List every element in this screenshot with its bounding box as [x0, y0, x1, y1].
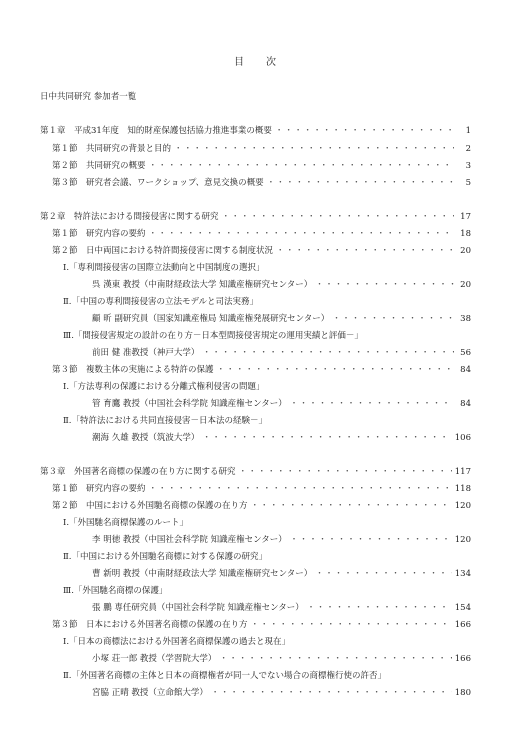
toc-author[interactable]: 潮海 久雄 教授（筑波大学） ・・・・・・・・・・・・・・・・・・・・・・・・・・・・・・・・・・・・・・・・・・・・・・・・・・・・・・・・・・・・・・・・・・・・・・・・・ 106 — [92, 431, 471, 443]
toc-author[interactable]: 張 鵬 専任研究員（中国社会科学院 知識産権センター） ・・・・・・・・・・・・・・・・・・・・・・・・・・・・・・・・・・・・・・・・・・・・・・・・・・・・・・・・・・・・・・・・・・・・・・・・・ 154 — [92, 601, 471, 613]
toc-chapter-2[interactable]: 第２章 特許法における間接侵害に関する研究 ・・・・・・・・・・・・・・・・・・・・・・・・・・・・・・・・・・・・・・・・・・・・・・・・・・・・・・・・・・・・・・・・・・・・・・・・・ 17 — [40, 210, 471, 222]
toc-section[interactable]: 第１節 研究内容の要約 ・・・・・・・・・・・・・・・・・・・・・・・・・・・・・・・・・・・・・・・・・・・・・・・・・・・・・・・・・・・・・・・・・・・・・・・・・ 118 — [52, 482, 471, 494]
toc-section[interactable]: 第１節 共同研究の背景と目的 ・・・・・・・・・・・・・・・・・・・・・・・・・・・・・・・・・・・・・・・・・・・・・・・・・・・・・・・・・・・・・・・・・・・・・・・・・ 2 — [52, 142, 471, 154]
toc-section[interactable]: 第３節 複数主体の実施による特許の保護 ・・・・・・・・・・・・・・・・・・・・・・・・・・・・・・・・・・・・・・・・・・・・・・・・・・・・・・・・・・・・・・・・・・・・・・・・・ 84 — [52, 363, 471, 375]
toc-section[interactable]: 第３節 日本における外国著名商標の保護の在り方 ・・・・・・・・・・・・・・・・・・・・・・・・・・・・・・・・・・・・・・・・・・・・・・・・・・・・・・・・・・・・・・・・・・・・・・・・・ 166 — [52, 618, 471, 630]
page-title: 目 次 — [234, 57, 282, 68]
toc-paper-title: Ⅰ.「外国馳名商標保護のルート」 — [63, 518, 189, 528]
toc-paper-title: Ⅱ.「外国著名商標の主体と日本の商標権者が同一人でない場合の商標権行使の許否」 — [63, 671, 386, 681]
toc-author[interactable]: 顧 昕 副研究員（国家知識産権局 知識産権発展研究センター） ・・・・・・・・・・・・・・・・・・・・・・・・・・・・・・・・・・・・・・・・・・・・・・・・・・・・・・・・・・・・・・・・・・・・・・・・・ 38 — [92, 312, 471, 324]
toc-author[interactable]: 宮脇 正晴 教授（立命館大学） ・・・・・・・・・・・・・・・・・・・・・・・・・・・・・・・・・・・・・・・・・・・・・・・・・・・・・・・・・・・・・・・・・・・・・・・・・ 180 — [92, 686, 471, 698]
toc-paper-title: Ⅲ.「間接侵害規定の設計の在り方－日本型間接侵害規定の運用実績と評価－」 — [63, 331, 363, 341]
toc-author[interactable]: 小塚 荘一郎 教授（学習院大学） ・・・・・・・・・・・・・・・・・・・・・・・・・・・・・・・・・・・・・・・・・・・・・・・・・・・・・・・・・・・・・・・・・・・・・・・・・ 166 — [92, 652, 471, 664]
toc-paper-title: Ⅱ.「中国における外国馳名商標に対する保護の研究」 — [63, 552, 267, 562]
toc-chapter-3[interactable]: 第３章 外国著名商標の保護の在り方に関する研究 ・・・・・・・・・・・・・・・・・・・・・・・・・・・・・・・・・・・・・・・・・・・・・・・・・・・・・・・・・・・・・・・・・・・・・・・・・ 117 — [40, 465, 471, 477]
toc-section[interactable]: 第２節 日中両国における特許間接侵害に関する制度状況 ・・・・・・・・・・・・・・・・・・・・・・・・・・・・・・・・・・・・・・・・・・・・・・・・・・・・・・・・・・・・・・・・・・・・・・・・・ 20 — [52, 244, 471, 256]
toc-author[interactable]: 管 育鷹 教授（中国社会科学院 知識産権センター） ・・・・・・・・・・・・・・・・・・・・・・・・・・・・・・・・・・・・・・・・・・・・・・・・・・・・・・・・・・・・・・・・・・・・・・・・・ 84 — [92, 397, 471, 409]
toc-author[interactable]: 前田 健 准教授（神戸大学） ・・・・・・・・・・・・・・・・・・・・・・・・・・・・・・・・・・・・・・・・・・・・・・・・・・・・・・・・・・・・・・・・・・・・・・・・・ 56 — [92, 346, 471, 358]
toc-section[interactable]: 第１節 研究内容の要約 ・・・・・・・・・・・・・・・・・・・・・・・・・・・・・・・・・・・・・・・・・・・・・・・・・・・・・・・・・・・・・・・・・・・・・・・・・ 18 — [52, 227, 471, 239]
toc-chapter-1[interactable]: 第１章 平成31年度 知的財産保護包括協力推進事業の概要 ・・・・・・・・・・・・・・・・・・・・・・・・・・・・・・・・・・・・・・・・・・・・・・・・・・・・・・・・・・・・・・・・・・・・・・・・・ 1 — [40, 124, 471, 136]
toc-author[interactable]: 呉 漢東 教授（中南財経政法大学 知識産権研究センター） ・・・・・・・・・・・・・・・・・・・・・・・・・・・・・・・・・・・・・・・・・・・・・・・・・・・・・・・・・・・・・・・・・・・・・・・・・ 20 — [92, 278, 471, 290]
toc-paper-title: Ⅰ.「方法専利の保護における分離式権利侵害の問題」 — [63, 382, 265, 392]
toc-paper-title: Ⅲ.「外国馳名商標の保護」 — [63, 586, 168, 596]
toc-paper-title: Ⅰ.「専利間接侵害の国際立法動向と中国制度の選択」 — [63, 263, 265, 273]
toc-section[interactable]: 第３節 研究者会議、ワークショップ、意見交換の概要 ・・・・・・・・・・・・・・・・・・・・・・・・・・・・・・・・・・・・・・・・・・・・・・・・・・・・・・・・・・・・・・・・・・・・・・・・・ 5 — [52, 176, 471, 188]
toc-section[interactable]: 第２節 中国における外国馳名商標の保護の在り方 ・・・・・・・・・・・・・・・・・・・・・・・・・・・・・・・・・・・・・・・・・・・・・・・・・・・・・・・・・・・・・・・・・・・・・・・・・ 120 — [52, 499, 471, 511]
toc-section[interactable]: 第２節 共同研究の概要 ・・・・・・・・・・・・・・・・・・・・・・・・・・・・・・・・・・・・・・・・・・・・・・・・・・・・・・・・・・・・・・・・・・・・・・・・・ 3 — [52, 159, 471, 171]
toc-paper-title: Ⅱ.「中国の専利間接侵害の立法モデルと司法実務」 — [63, 297, 259, 307]
toc-author[interactable]: 李 明徳 教授（中国社会科学院 知識産権センター） ・・・・・・・・・・・・・・・・・・・・・・・・・・・・・・・・・・・・・・・・・・・・・・・・・・・・・・・・・・・・・・・・・・・・・・・・・ 120 — [92, 533, 471, 545]
toc-paper-title: Ⅱ.「特許法における共同直接侵害－日本法の経験－」 — [63, 416, 267, 426]
participants-heading: 日中共同研究 参加者一覧 — [40, 92, 137, 102]
toc-paper-title: Ⅰ.「日本の商標法における外国著名商標保護の過去と現在」 — [63, 637, 291, 647]
toc-author[interactable]: 曹 新明 教授（中南財経政法大学 知識産権研究センター） ・・・・・・・・・・・・・・・・・・・・・・・・・・・・・・・・・・・・・・・・・・・・・・・・・・・・・・・・・・・・・・・・・・・・・・・・・ 134 — [92, 567, 471, 579]
